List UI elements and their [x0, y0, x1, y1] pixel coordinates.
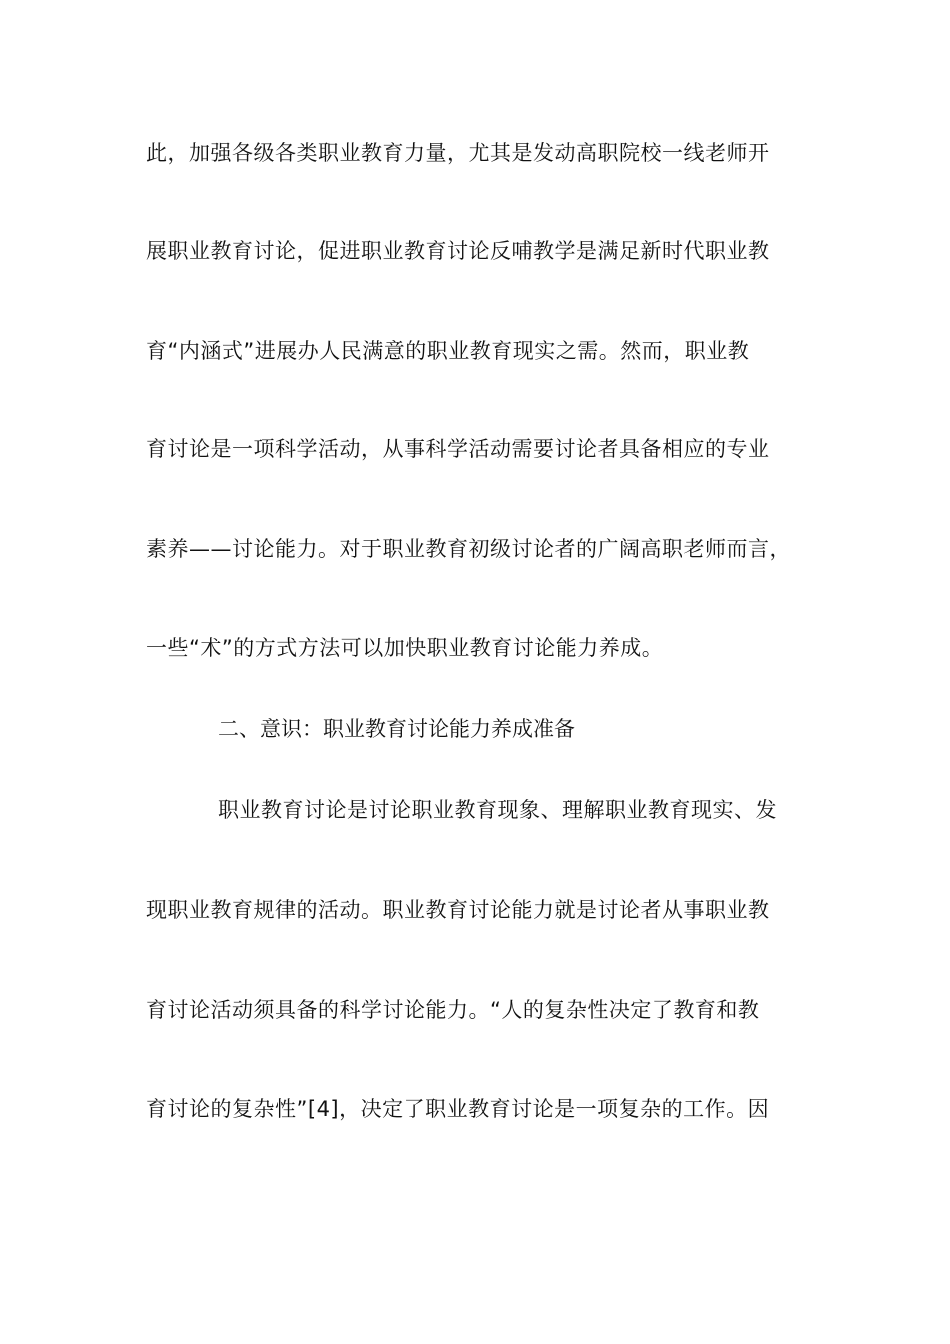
paragraph-line: 育讨论的复杂性”[4]，决定了职业教育讨论是一项复杂的工作。因: [146, 1097, 770, 1121]
paragraph-line: 素养——讨论能力。对于职业教育初级讨论者的广阔高职老师而言，: [146, 537, 791, 561]
section-heading: 二、意识：职业教育讨论能力养成准备: [218, 717, 575, 741]
paragraph-line: 职业教育讨论是讨论职业教育现象、理解职业教育现实、发: [218, 798, 777, 822]
paragraph-line: 育“内涵式”进展办人民满意的职业教育现实之需。然而，职业教: [146, 339, 750, 363]
paragraph-line: 现职业教育规律的活动。职业教育讨论能力就是讨论者从事职业教: [146, 898, 770, 922]
paragraph-line: 育讨论是一项科学活动，从事科学活动需要讨论者具备相应的专业: [146, 437, 770, 461]
paragraph-line: 育讨论活动须具备的科学讨论能力。“人的复杂性决定了教育和教: [146, 998, 760, 1022]
paragraph-line: 此，加强各级各类职业教育力量，尤其是发动高职院校一线老师开: [146, 141, 770, 165]
paragraph-line: 一些“术”的方式方法可以加快职业教育讨论能力养成。: [146, 636, 664, 660]
paragraph-line: 展职业教育讨论，促进职业教育讨论反哺教学是满足新时代职业教: [146, 239, 770, 263]
